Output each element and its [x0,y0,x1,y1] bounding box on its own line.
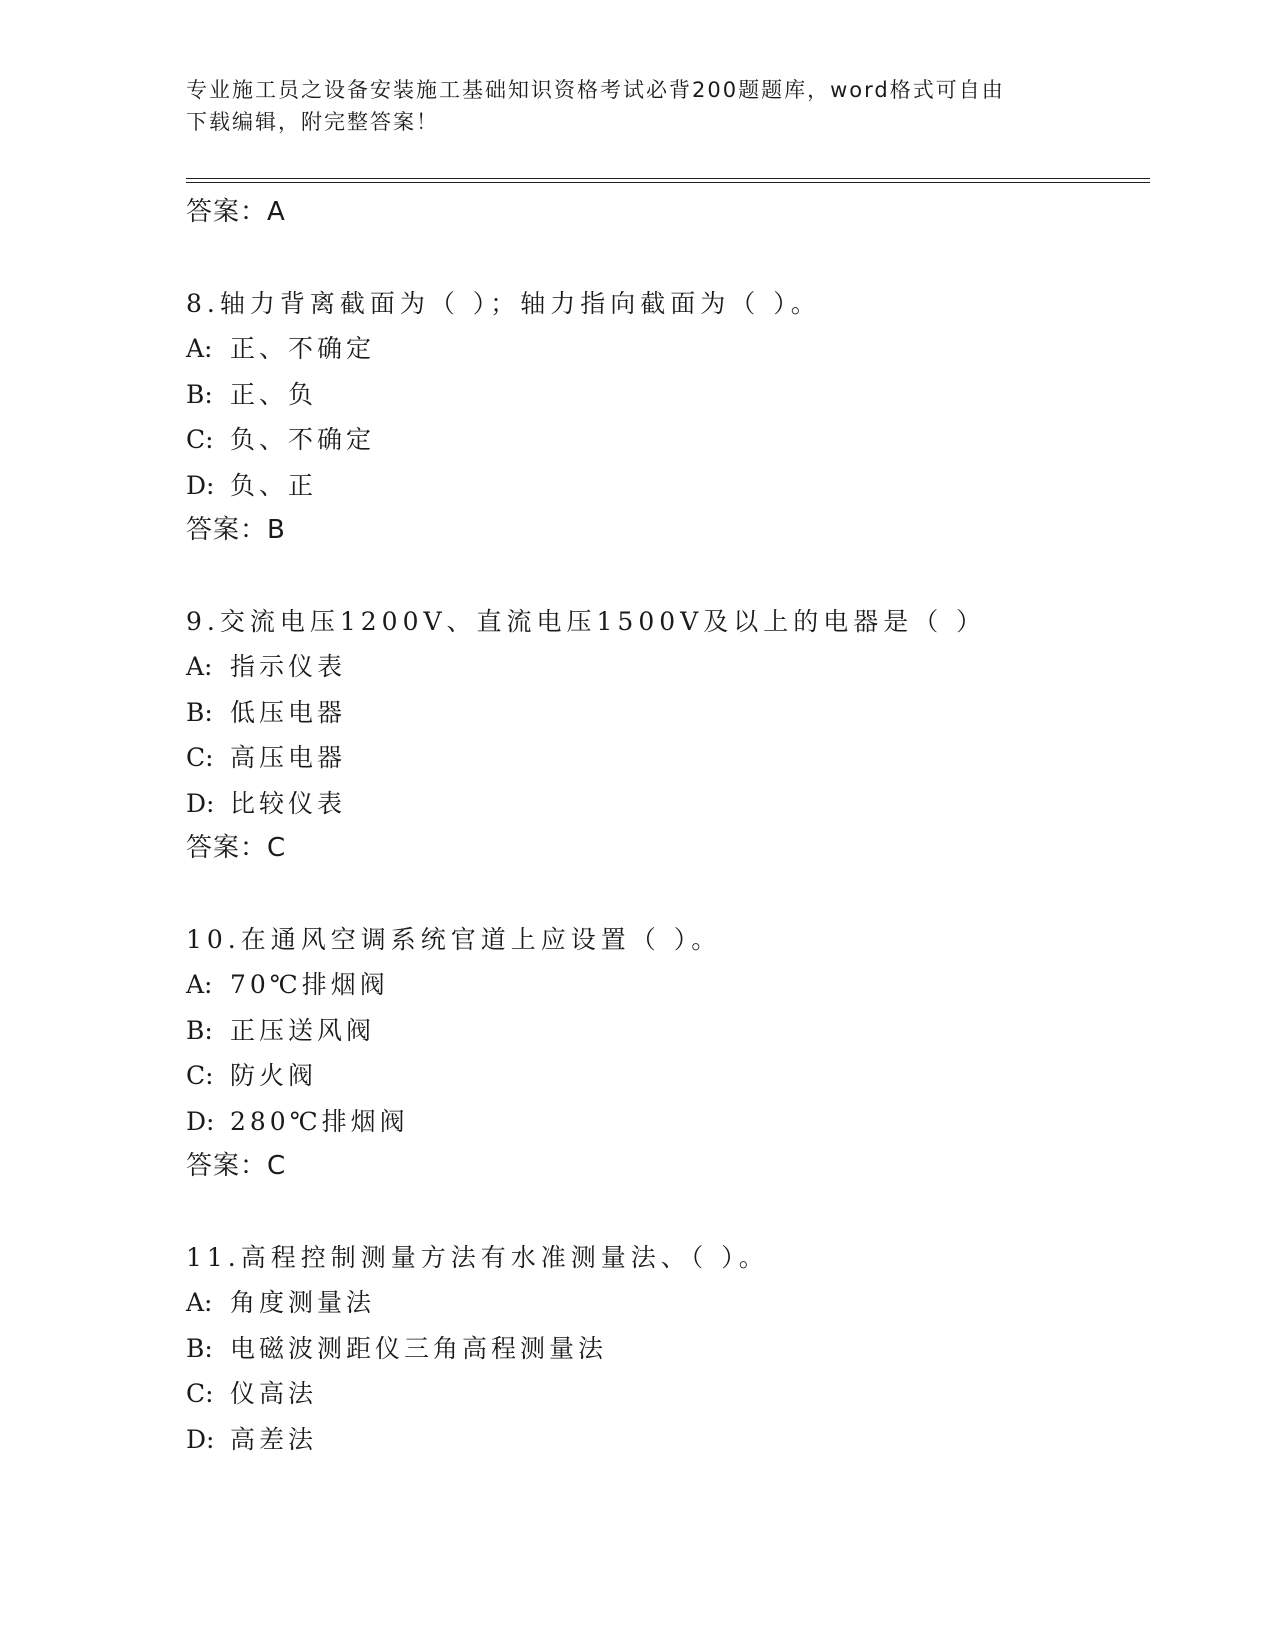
answer-line: 答案：A [186,197,286,227]
option-b [186,690,1146,736]
option-text: 指示仪表 [230,652,347,681]
option-key: D: [186,1106,215,1136]
option-text: 正压送风阀 [230,1015,376,1045]
option-a [186,644,1146,690]
option-key: D: [186,788,215,818]
option-d [186,463,1146,509]
option-key: C: [186,743,214,772]
header-divider-top [186,178,1150,179]
option-key: C: [186,425,214,454]
option-c [186,417,1146,463]
option-text: 负、不确定 [230,425,376,454]
option-key: B: [186,1333,213,1363]
question-block [186,1235,1146,1462]
option-text: 70℃排烟阀 [230,970,389,999]
option-b [186,1008,1146,1054]
option-text: 正、负 [230,379,318,409]
option-c [186,735,1146,781]
option-a [186,962,1146,1008]
option-text: 高压电器 [230,743,347,772]
question-stem: 11.高程控制测量方法有水准测量法、（ ）。 [186,1243,769,1272]
question-stem: 10.在通风空调系统官道上应设置（ ）。 [186,925,722,954]
header-line-2: 下载编辑，附完整答案！ [186,110,439,134]
option-key: B: [186,379,213,409]
option-text: 防火阀 [230,1061,318,1090]
answer-line: 答案：B [186,515,286,545]
question-block [186,281,1146,552]
document-body [186,190,1146,1462]
option-d [186,781,1146,827]
option-a [186,1280,1146,1326]
option-a [186,326,1146,372]
option-key: A: [186,1288,213,1317]
option-key: A: [186,334,213,363]
option-b [186,372,1146,418]
header-line-1: 专业施工员之设备安装施工基础知识资格考试必背200题题库，word格式可自由 [186,78,1005,102]
option-key: B: [186,697,213,727]
answer-line: 答案：C [186,833,287,863]
option-text: 280℃排烟阀 [230,1106,409,1136]
option-text: 角度测量法 [230,1288,376,1317]
option-text: 负、正 [230,470,318,500]
question-stem: 9.交流电压1200V、直流电压1500V及以上的电器是（ ） [186,607,987,636]
option-key: C: [186,1379,214,1408]
option-text: 比较仪表 [230,788,347,818]
document-header [186,74,1066,138]
option-text: 低压电器 [230,697,347,727]
option-text: 正、不确定 [230,334,376,363]
option-b [186,1326,1146,1372]
option-key: D: [186,470,215,500]
option-key: A: [186,652,213,681]
question-stem: 8.轴力背离截面为（ ）；轴力指向截面为（ ）。 [186,289,821,318]
answer-line: 答案：C [186,1151,287,1181]
option-key: B: [186,1015,213,1045]
option-d [186,1099,1146,1145]
option-text: 高差法 [230,1424,318,1454]
header-divider-bottom [186,182,1150,183]
option-text: 电磁波测距仪三角高程测量法 [230,1333,608,1363]
option-c [186,1371,1146,1417]
question-block [186,599,1146,870]
option-key: C: [186,1061,214,1090]
option-key: A: [186,970,213,999]
option-d [186,1417,1146,1463]
question-block [186,917,1146,1188]
option-text: 仪高法 [230,1379,318,1408]
option-c [186,1053,1146,1099]
option-key: D: [186,1424,215,1454]
